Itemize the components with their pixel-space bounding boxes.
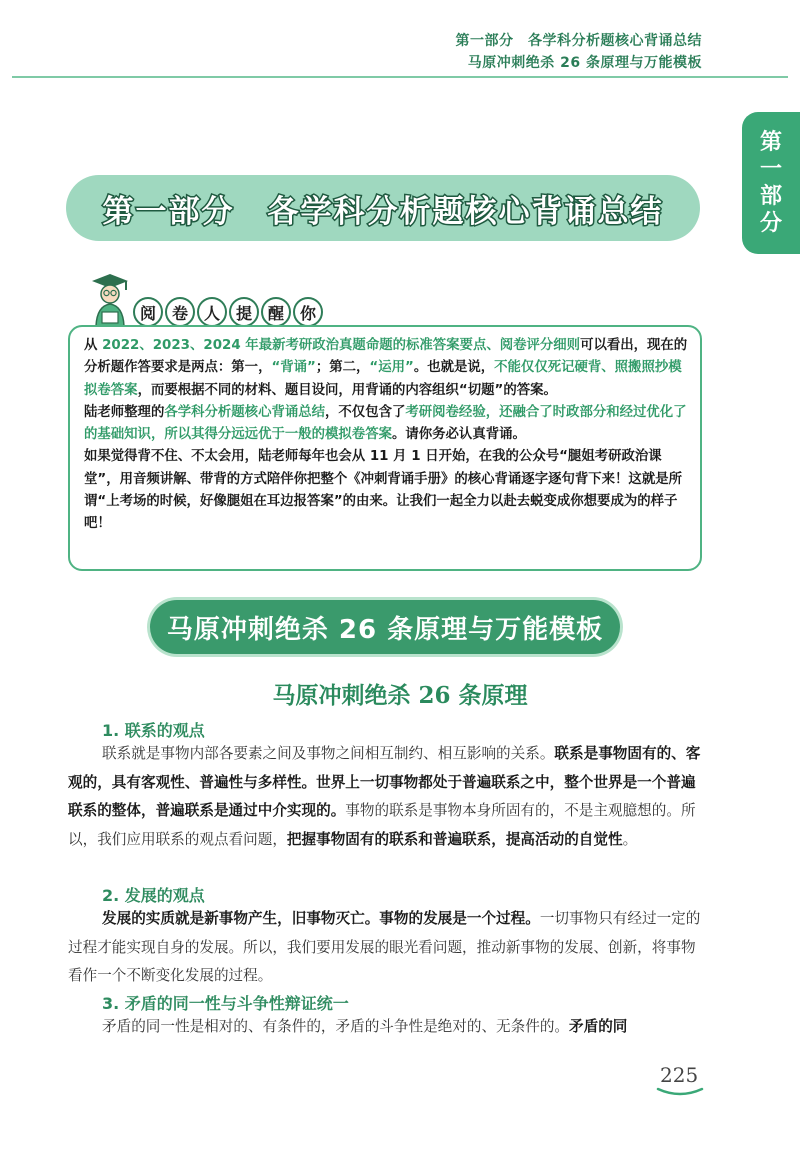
side-tab-char: 一	[759, 157, 782, 182]
section-title-text: 马原冲刺绝杀 26 条原理与万能模板	[166, 614, 604, 645]
section-heading: 1. 联系的观点	[102, 721, 205, 740]
part-title-text: 第一部分 各学科分析题核心背诵总结	[102, 193, 664, 230]
tip-title-char: 醒	[261, 297, 291, 327]
section-heading: 3. 矛盾的同一性与斗争性辩证统一	[102, 994, 349, 1013]
tip-title-char: 人	[197, 297, 227, 327]
tip-run-highlight: 2022、2023、2024 年最新考研政治真题命题的标准答案要点、阅卷评分细则	[102, 338, 581, 353]
body-run-bold: 把握事物固有的联系和普遍联系，提高活动的自觉性	[286, 830, 623, 848]
section-body	[68, 740, 702, 854]
header-divider	[12, 76, 788, 78]
reviewer-reminder-title	[133, 297, 323, 327]
tip-run: ，不仅包含了	[325, 404, 406, 420]
tip-run: 。请你务必认真背诵。	[391, 427, 526, 443]
running-header-chapter: 马原冲刺绝杀 26 条原理与万能模板	[467, 55, 702, 71]
side-tab-char: 分	[759, 211, 782, 236]
body-run: 联系就是事物内部各要素之间及事物之间相互制约、相互影响的关系。	[102, 745, 555, 762]
body-run: 一切事物只有经过一定的过程才能实现自身的发展。所以，我们要用发展的眼光看问题，推动新事物的发展、创新，将事物看作一个不断变化发展的过程。	[68, 910, 701, 984]
body-run-bold: 联系是事物固有的、客观的，具有客观性、普遍性与多样性。世界上一切事物都处于普遍联系之中，整个世界是一个普遍联系的整体，普遍联系是通过中介实现的。	[68, 745, 701, 819]
tip-title-char: 卷	[165, 297, 195, 327]
side-tab-char: 第	[759, 130, 782, 155]
tip-run: 。也就是说，	[413, 360, 495, 376]
tip-paragraph	[84, 402, 690, 447]
body-run: 。	[622, 830, 638, 848]
tip-run: 从	[84, 338, 103, 353]
side-tab-part-marker	[742, 112, 800, 254]
side-tab-char: 部	[759, 184, 782, 209]
tip-run: 如果觉得背不住、不太会用，陆老师每年也会从 11 月 1 日开始，在我的公众号“腿姐考研政治课堂”，用音频讲解、带背的方式陪伴你把整个《冲刺背诵手册》的核心背诵逐字逐句背下来！这就是所谓“上考场的时候，好像腿姐在耳边报答案”的由来。让我们一起全力以赴去蜕变成你想要成为的样子吧！	[84, 449, 682, 532]
tip-run-highlight: 不能仅仅死记硬背、照搬照抄模拟卷答案	[84, 360, 682, 398]
tip-run: ；第二，	[315, 360, 370, 376]
tip-run-highlight: “运用”	[369, 360, 414, 376]
running-header-part: 第一部分 各学科分析题核心背诵总结	[455, 33, 702, 49]
tip-run-highlight: ，还融合了时政部分和经过优化了的基础知识，所以其得分远远优于一般的模拟卷答案	[84, 404, 687, 443]
page-number: 225	[660, 1063, 699, 1087]
tip-run-highlight: 各学科分析题核心背诵总结	[164, 404, 326, 420]
teacher-mascot-icon	[88, 272, 132, 328]
section-heading: 2. 发展的观点	[102, 886, 205, 905]
tip-run: ，而要根据不同的材料、题目设问，用背诵的内容组织“切题”的答案。	[137, 382, 557, 398]
body-run: 矛盾的同一性是相对的、有条件的，矛盾的斗争性是绝对的、无条件的。	[102, 1018, 570, 1035]
body-run-bold: 发展的实质就是新事物产生，旧事物灭亡。事物的发展是一个过程。	[102, 910, 540, 927]
body-run: 事物的联系是事物本身所固有的，不是主观臆想的。所以，我们应用联系的观点看问题，	[68, 802, 696, 848]
tip-run-highlight: “背诵”	[271, 360, 316, 376]
tip-run: 可以看出，现在的分析题作答要求是两点：第一，	[84, 338, 688, 376]
section-body	[68, 1013, 702, 1042]
page-number-underline-icon	[656, 1087, 704, 1097]
tip-title-char: 阅	[133, 297, 163, 327]
document-title: 马原冲刺绝杀 26 条原理	[272, 682, 528, 709]
section-title-banner	[150, 600, 620, 654]
part-title-banner	[66, 175, 700, 241]
tip-title-char: 你	[293, 297, 323, 327]
section-body	[68, 905, 702, 991]
tip-run: 陆老师整理的	[84, 404, 165, 420]
body-run-bold: 矛盾的同	[569, 1018, 628, 1035]
reviewer-reminder-box	[68, 325, 702, 571]
tip-title-char: 提	[229, 297, 259, 327]
tip-paragraph	[84, 335, 690, 402]
tip-run-highlight: 考研阅卷经验	[405, 404, 486, 420]
tip-paragraph	[84, 446, 690, 535]
